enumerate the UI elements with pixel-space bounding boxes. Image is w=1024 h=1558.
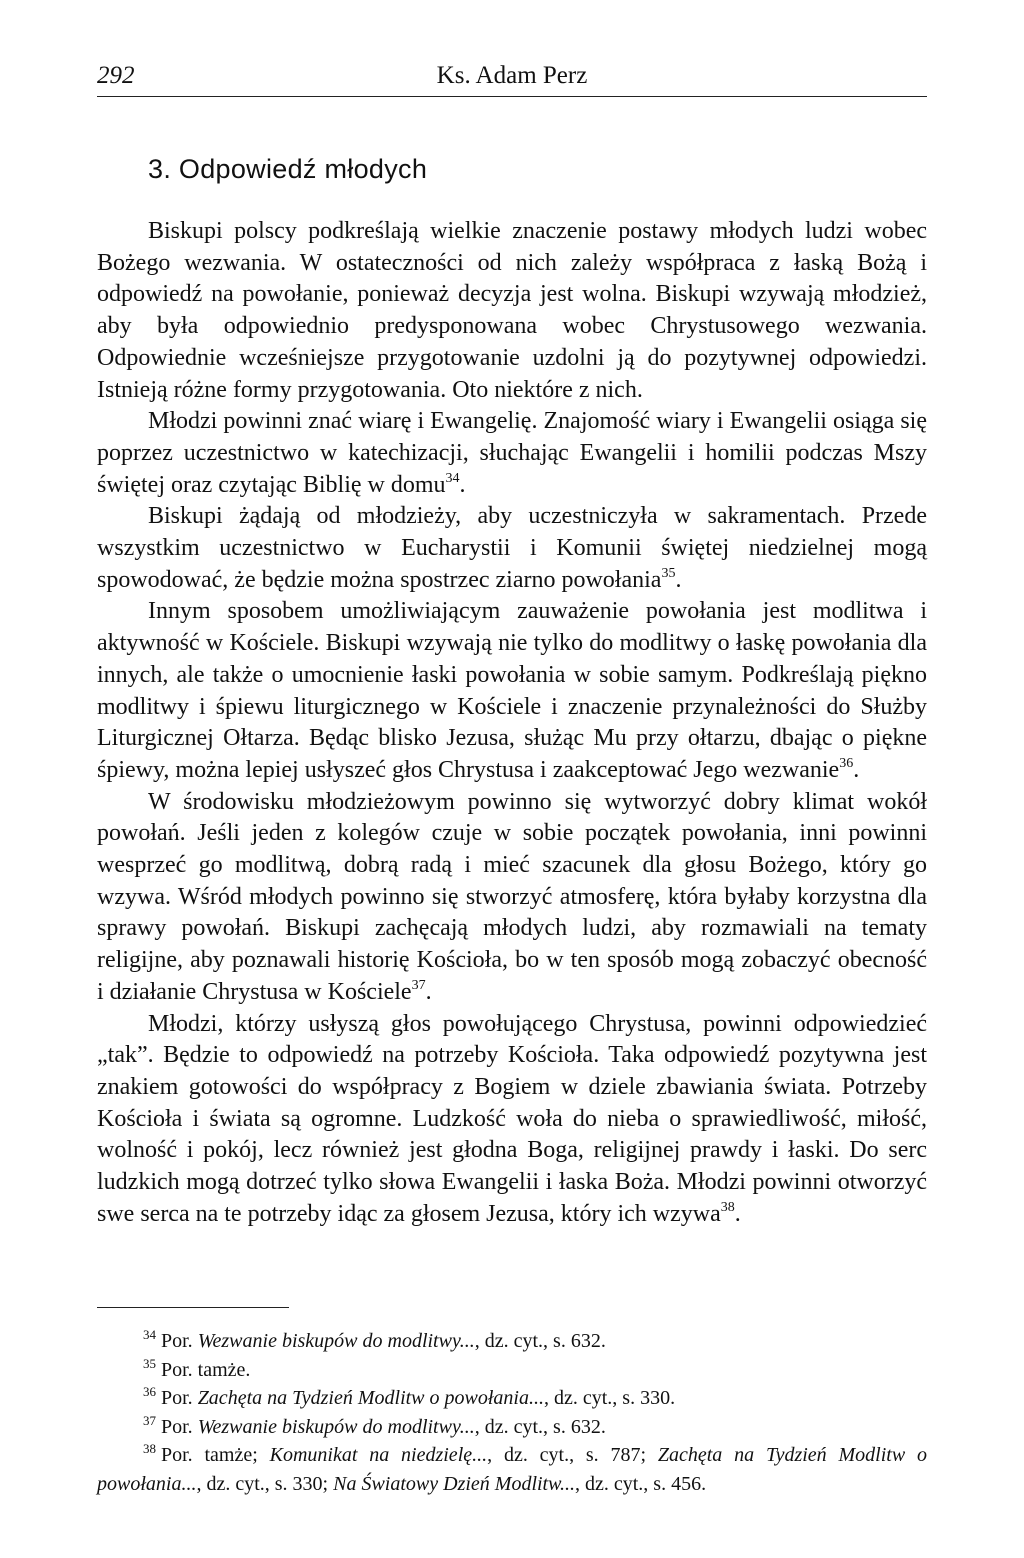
footnote-number: 35 <box>143 1355 156 1371</box>
footnote-text: Por. tamże. <box>161 1358 251 1381</box>
footnote-text: , dz. cyt., s. 330. <box>543 1387 676 1409</box>
running-head: Ks. Adam Perz <box>436 62 588 89</box>
footnote-ref: 35 <box>661 565 676 581</box>
paragraph <box>97 787 927 1009</box>
footnote-title: Zachęta na Tydzień Modlitw o powołania... <box>197 1387 544 1409</box>
paragraph-end: . <box>675 566 682 593</box>
footnote-number: 36 <box>143 1384 156 1399</box>
footnote-number: 37 <box>143 1412 156 1428</box>
body-text <box>97 216 927 1231</box>
paragraph <box>97 501 927 596</box>
footnote-text: Por. <box>161 1330 198 1352</box>
paragraph <box>97 596 927 786</box>
footnote-ref: 34 <box>445 470 460 486</box>
footnote-divider <box>97 1307 289 1308</box>
paragraph-end: . <box>734 1200 741 1227</box>
paragraph-text: Młodzi, którzy usłyszą głos powołującego Chrystusa, powinni odpowiedzieć „tak”. Będzie to odpowiedź na potrzeby Kościoła. Taka odpowiedź pozytywna jest znakiem gotowości do współpracy z Bogiem w dziele zbawiania świata. Potrzeby Kościoła i świata są ogromne. Ludzkość woła do nieba o sprawiedliwość, miłość, wolność i pokój, lecz również jest głodna Boga, religijnej prawdy i łaski. Do serc ludzkich mogą dotrzeć tylko słowa Ewangelii i łaska Boża. Młodzi powinni otworzyć swe serca na te potrzeby idąc za głosem Jezusa, który ich wzywa <box>97 1010 927 1227</box>
footnote-number: 34 <box>143 1327 156 1342</box>
footnote-number: 38 <box>143 1441 156 1456</box>
paragraph-text: W środowisku młodzieżowym powinno się wytworzyć dobry klimat wokół powołań. Jeśli jeden z kolegów czuje w sobie początek powołania, inni powinni wesprzeć go modlitwą, dobrą radą i mieć szacunek dla głosu Bożego, który go wzywa. Wśród młodych powinno się stworzyć atmosferę, która byłaby korzystna dla sprawy powołań. Biskupi zachęcają młodych ludzi, aby rozmawiali na tematy religijne, aby poznawali historię Kościoła, bo w ten sposób mogą zobaczyć obecność i działanie Chrystusa w Kościele <box>97 788 927 1005</box>
footnote-text: Por. <box>161 1415 198 1438</box>
footnote <box>97 1356 927 1385</box>
footnote <box>97 1384 927 1413</box>
section-title: 3. Odpowiedź młodych <box>148 154 428 184</box>
footnotes <box>97 1327 927 1498</box>
footnote-text: Por. <box>161 1387 198 1409</box>
paragraph <box>97 406 927 501</box>
footnote-title: Zachęta na Tydzień Modlitw o powołania... <box>97 1444 927 1495</box>
paragraph-text: Innym sposobem umożliwiającym zauważenie powołania jest modlitwa i aktywność w Kościele. Biskupi wzywają nie tylko do modlitwy o łaskę powołania dla innych, ale także o umocnienie łaski powołania w sobie samym. Podkreślają piękno modlitwy i śpiewu liturgicznego w Kościele i znaczenie przynależności do Służby Liturgicznej Ołtarza. Będąc blisko Jezusa, służąc Mu przy ołtarzu, dbając o piękne śpiewy, można lepiej usłyszeć głos Chrystusa i zaakceptować Jego wezwanie <box>97 598 927 783</box>
footnote-title: Wezwanie biskupów do modlitwy... <box>197 1330 475 1352</box>
page-number: 292 <box>97 62 135 89</box>
paragraph-end: . <box>853 756 860 783</box>
paragraph <box>97 216 927 406</box>
footnote-title: Na Światowy Dzień Modlitw... <box>333 1472 575 1495</box>
footnote-title: Komunikat na niedzielę... <box>269 1444 488 1466</box>
footnote-text: Por. tamże; <box>161 1444 270 1466</box>
footnote-text: , dz. cyt., s. 787; <box>487 1444 658 1466</box>
paragraph-end: . <box>425 978 432 1005</box>
paragraph-text: Biskupi polscy podkreślają wielkie znaczenie postawy młodych ludzi wobec Bożego wezwania. W ostateczności od nich zależy współpraca z łaską Bożą i odpowiedź na powołanie, ponieważ decyzja jest wolna. Biskupi wzywają młodzież, aby była odpowiednio predysponowana wobec Chrystusowego wezwania. Odpowiednie wcześniejsze przygotowanie uzdolni ją do pozytywnej odpowiedzi. Istnieją różne formy przygotowania. Oto niektóre z nich. <box>97 218 927 403</box>
paragraph-end: . <box>459 471 466 498</box>
paragraph-text: Młodzi powinni znać wiarę i Ewangelię. Znajomość wiary i Ewangelii osiąga się poprzez uczestnictwo w katechizacji, słuchając Ewangelii i homilii podczas Mszy świętej oraz czytając Biblię w domu <box>97 408 927 498</box>
footnote-text: , dz. cyt., s. 456. <box>574 1472 707 1495</box>
page-header <box>97 60 927 97</box>
footnote-ref: 38 <box>720 1199 735 1215</box>
footnote-ref: 37 <box>411 977 426 993</box>
footnote-text: , dz. cyt., s. 632. <box>474 1330 606 1352</box>
footnote <box>97 1327 927 1356</box>
footnote-title: Wezwanie biskupów do modlitwy... <box>197 1415 475 1438</box>
paragraph <box>97 1009 927 1231</box>
footnote-text: , dz. cyt., s. 330; <box>196 1472 334 1495</box>
footnote <box>97 1413 927 1442</box>
footnote-ref: 36 <box>839 755 854 771</box>
paragraph-text: Biskupi żądają od młodzieży, aby uczestniczyła w sakramentach. Przede wszystkim uczestnictwo w Eucharystii i Komunii świętej niedzielnej mogą spowodować, że będzie można spostrzec ziarno powołania <box>97 503 927 593</box>
footnote-text: , dz. cyt., s. 632. <box>474 1415 606 1438</box>
footnote <box>97 1441 927 1498</box>
